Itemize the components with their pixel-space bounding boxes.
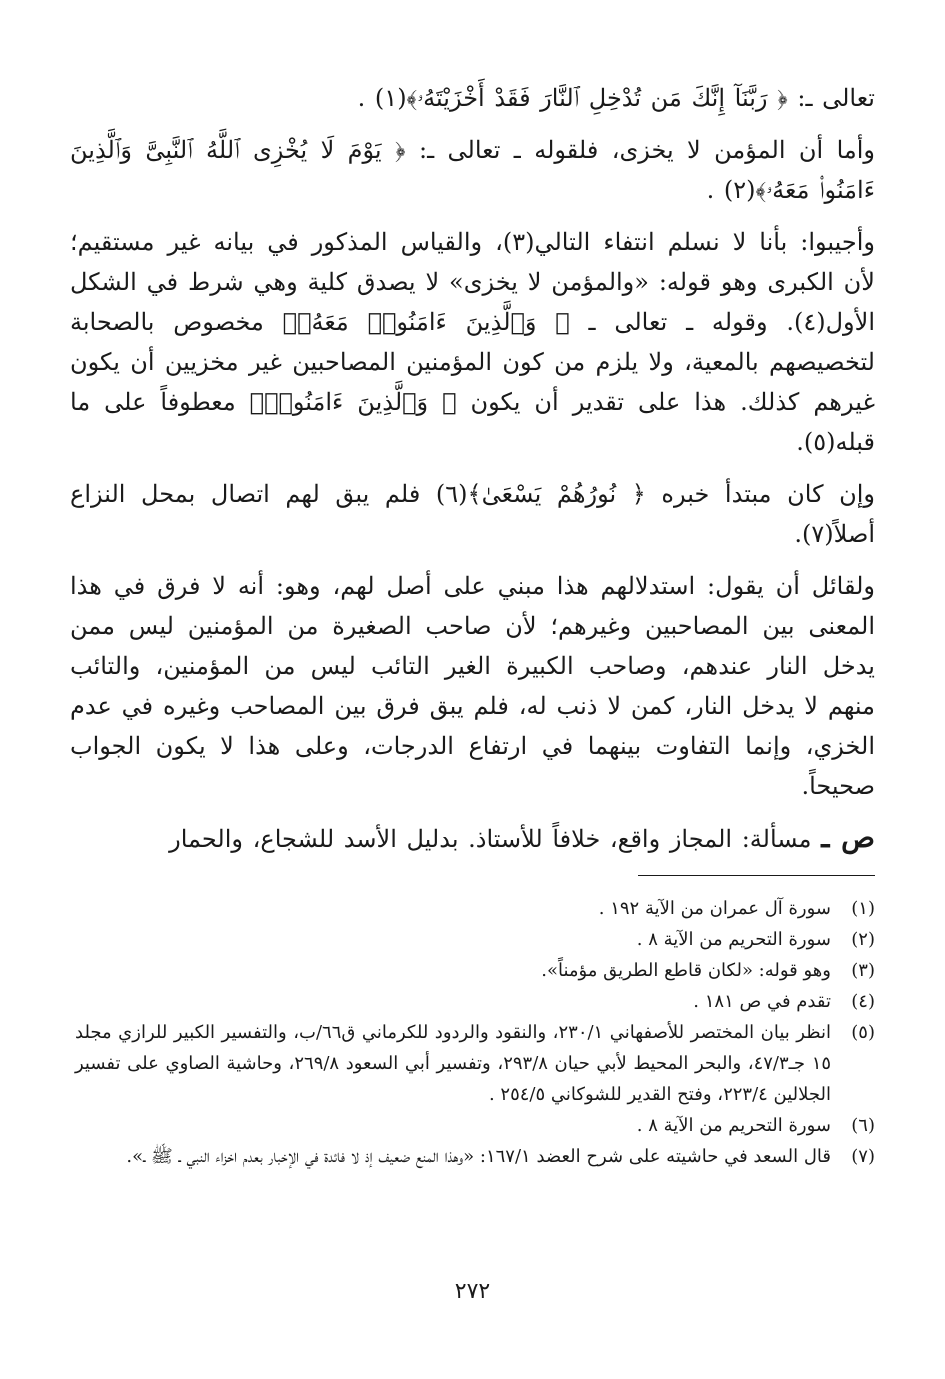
- paragraph-1: تعالى ـ: ﴿ رَبَّنَآ إِنَّكَ مَن تُدْخِلِ ٱلنَّارَ فَقَدْ أَخْزَيْتَهُۥ﴾(١) .: [357, 84, 875, 112]
- footnote-number: (٦): [851, 1115, 875, 1136]
- footnote-text: سورة التحريم من الآية ٨ .: [636, 1115, 831, 1136]
- footnote-number: (٢): [851, 929, 875, 950]
- footnote-number: (٥): [851, 1022, 875, 1043]
- masala-paragraph: [70, 818, 875, 859]
- footnote-text: تقدم في ص ١٨١ .: [693, 991, 831, 1012]
- page-number: ٢٧٢: [454, 1279, 491, 1304]
- paragraph-5: ولقائل أن يقول: استدلالهم هذا مبني على أصل لهم، وهو: أنه لا فرق في هذا المعنى بين المصاحبين وغيرهم؛ لأن صاحب الصغيرة من المؤمنين ليس ممن يدخل النار عندهم، وصاحب الكبيرة الغير التائب ليس من المؤمنين، والتائب منهم لا يدخل النار، كمن لا ذنب له، فلم يبق فرق بين المصاحب وغيره في عدم الخزي، وإنما التفاوت بينهما في ارتفاع الدرجات، وعلى هذا لا يكون الجواب صحيحاً.: [70, 572, 875, 800]
- footnote: [75, 893, 875, 924]
- footnote: [75, 924, 875, 955]
- footnote-divider: [638, 875, 875, 876]
- masala-text: مسألة: المجاز واقع، خلافاً للأستاذ. بدليل الأسد للشجاع، والحمار: [169, 825, 812, 853]
- main-text: [70, 78, 875, 859]
- footnote-number: (٤): [851, 991, 875, 1012]
- footnote-number: (٣): [851, 960, 875, 981]
- footnote-text: وهو قوله: «لكان قاطع الطريق مؤمناً».: [541, 960, 831, 981]
- footnote: [75, 986, 875, 1017]
- masala-marker: ص ـ: [821, 821, 875, 854]
- footnote-text: سورة آل عمران من الآية ١٩٢ .: [598, 898, 831, 919]
- footnote: [75, 1017, 875, 1110]
- paragraph-4: وإن كان مبتدأ خبره ﴿ نُورُهُمْ يَسْعَىٰ﴾(٦) فلم يبق لهم اتصال بمحل النزاع أصلاً(٧).: [70, 480, 875, 548]
- footnote: [75, 1141, 875, 1172]
- footnote: [75, 1110, 875, 1141]
- footnotes: [75, 893, 875, 1172]
- footnote-text: قال السعد في حاشيته على شرح العضد ١٦٧/١: «وهذا المنع ضعيف إذ لا فائدة في الإخبار بعدم اخزاء النبي ـ ﷺ ـ».: [126, 1146, 831, 1167]
- footnote-number: (٧): [851, 1146, 875, 1167]
- footnote-text: سورة التحريم من الآية ٨ .: [636, 929, 831, 950]
- footnote-number: (١): [851, 898, 875, 919]
- paragraph-2: وأما أن المؤمن لا يخزى، فلقوله ـ تعالى ـ: ﴿ يَوْمَ لَا يُخْزِى ٱللَّهُ ٱلنَّبِىَّ وَٱلَّذِينَ ءَامَنُوا۟ مَعَهُۥ﴾(٢) .: [70, 136, 875, 204]
- footnote-text: انظر بيان المختصر للأصفهاني ٢٣٠/١، والنقود والردود للكرماني ق٦٦/ب، والتفسير الكبير للرازي مجلد ١٥ جـ٤٧/٣، والبحر المحيط لأبي حيان ٢٩٣/٨، وتفسير أبي السعود ٢٦٩/٨، وحاشية الصاوي على تفسير الجلالين ٢٢٣/٤، وفتح القدير للشوكاني ٢٥٤/٥ .: [75, 1022, 832, 1105]
- paragraph-3: وأجيبوا: بأنا لا نسلم انتفاء التالي(٣)، والقياس المذكور في بيانه غير مستقيم؛ لأن الكبرى وهو قوله: «والمؤمن لا يخزى» لا يصدق كلية وهي شرط في الشكل الأول(٤). وقوله ـ تعالى ـ ﴿ وَٱلَّذِينَ ءَامَنُوا۟ مَعَهُۥ﴾ مخصوص بالصحابة لتخصيصهم بالمعية، ولا يلزم من كون المؤمنين المصاحبين غير مخزيين أن يكون غيرهم كذلك. هذا على تقدير أن يكون ﴿ وَٱلَّذِينَ ءَامَنُوا۟﴾ معطوفاً على ما قبله(٥).: [70, 228, 875, 456]
- footnote: [75, 955, 875, 986]
